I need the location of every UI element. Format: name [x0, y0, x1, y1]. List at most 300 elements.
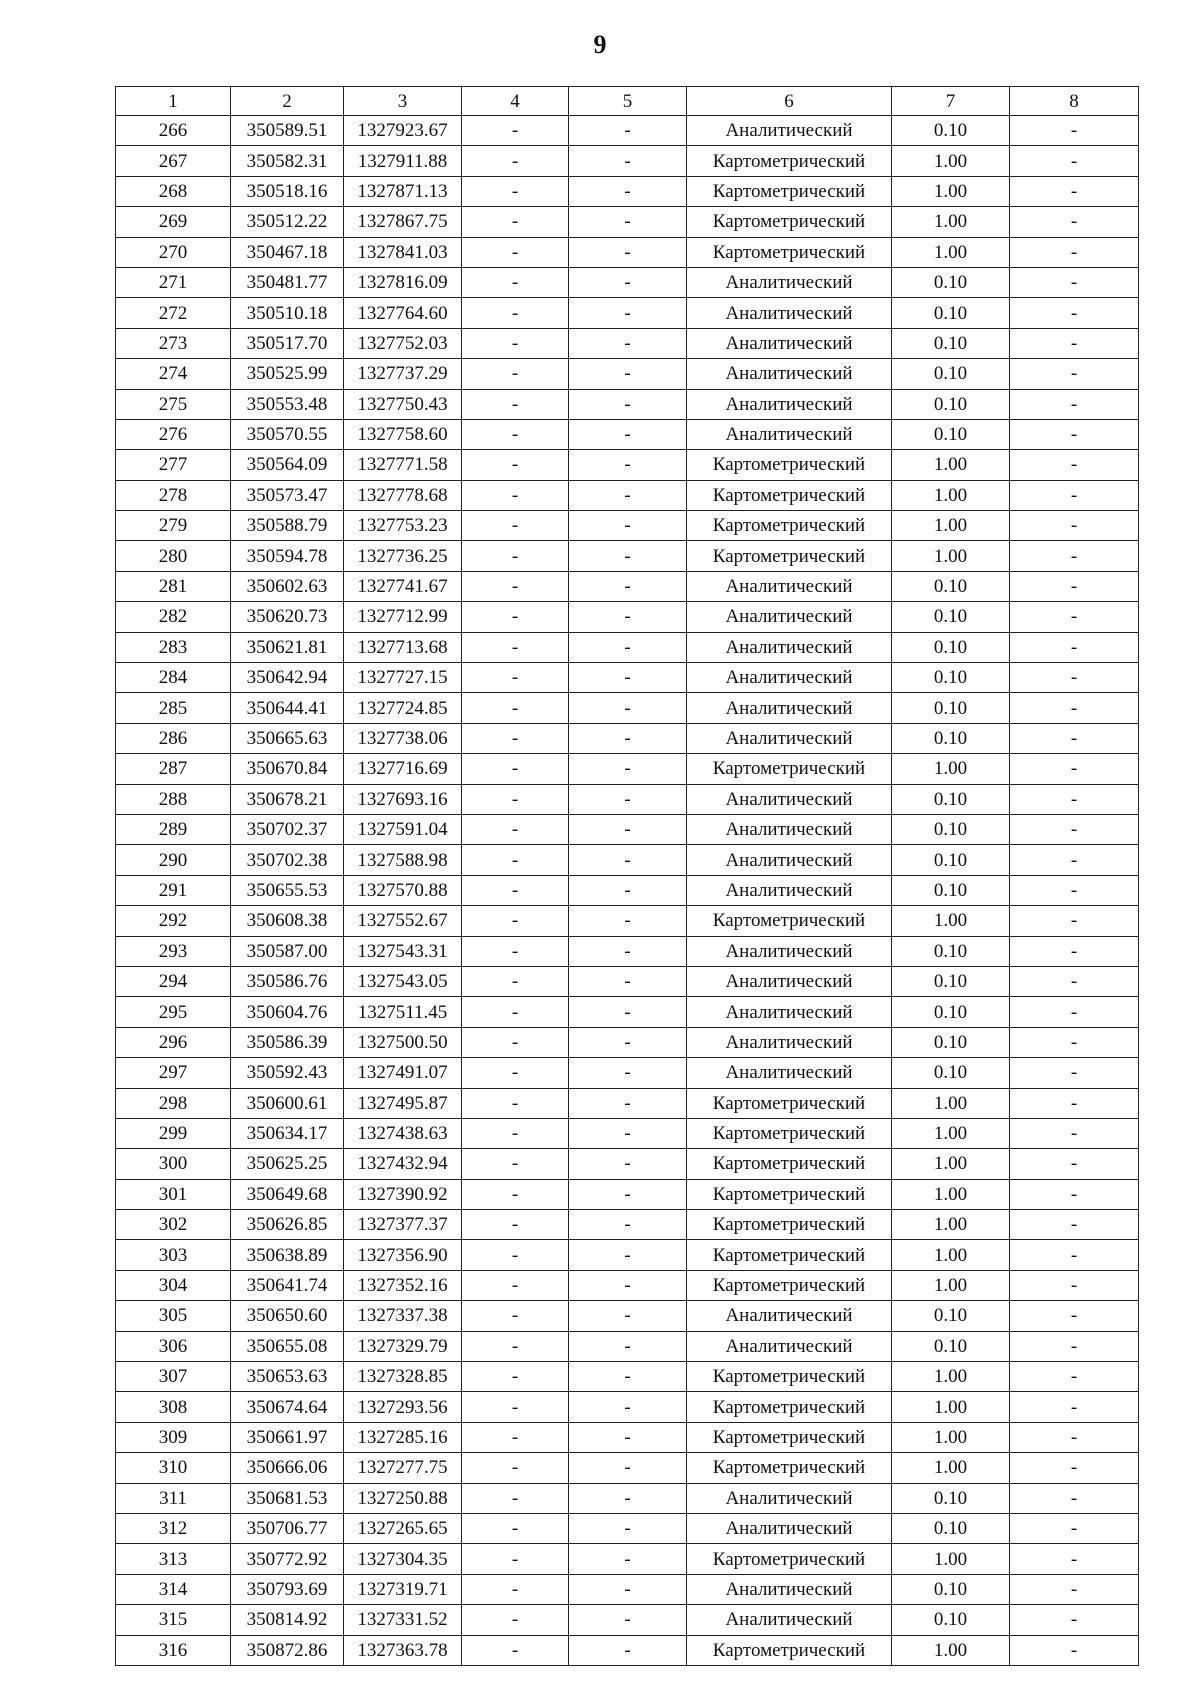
- point-number-cell: 301: [116, 1179, 231, 1209]
- col8-cell: -: [1010, 450, 1139, 480]
- method-cell: Аналитический: [687, 875, 892, 905]
- col8-cell: -: [1010, 176, 1139, 206]
- col8-cell: -: [1010, 480, 1139, 510]
- x-coordinate-cell: 350644.41: [231, 693, 344, 723]
- method-cell: Картометрический: [687, 1362, 892, 1392]
- accuracy-cell: 1.00: [892, 1392, 1010, 1422]
- col4-cell: -: [462, 541, 569, 571]
- accuracy-cell: 1.00: [892, 906, 1010, 936]
- table-row: [116, 602, 1139, 632]
- col4-cell: -: [462, 754, 569, 784]
- method-cell: Картометрический: [687, 207, 892, 237]
- col5-cell: -: [569, 1179, 687, 1209]
- col8-cell: -: [1010, 298, 1139, 328]
- col5-cell: -: [569, 359, 687, 389]
- x-coordinate-cell: 350587.00: [231, 936, 344, 966]
- accuracy-cell: 0.10: [892, 602, 1010, 632]
- table-row: [116, 1118, 1139, 1148]
- col5-cell: -: [569, 1483, 687, 1513]
- x-coordinate-cell: 350702.38: [231, 845, 344, 875]
- table-row: [116, 784, 1139, 814]
- col4-cell: -: [462, 1635, 569, 1665]
- y-coordinate-cell: 1327491.07: [344, 1058, 462, 1088]
- col8-cell: -: [1010, 1513, 1139, 1543]
- x-coordinate-cell: 350649.68: [231, 1179, 344, 1209]
- table-row: [116, 1331, 1139, 1361]
- col5-cell: -: [569, 1453, 687, 1483]
- col5-cell: -: [569, 814, 687, 844]
- col5-cell: -: [569, 754, 687, 784]
- point-number-cell: 276: [116, 419, 231, 449]
- x-coordinate-cell: 350655.08: [231, 1331, 344, 1361]
- col5-cell: -: [569, 784, 687, 814]
- x-coordinate-cell: 350525.99: [231, 359, 344, 389]
- col8-cell: -: [1010, 1331, 1139, 1361]
- method-cell: Картометрический: [687, 541, 892, 571]
- method-cell: Аналитический: [687, 328, 892, 358]
- y-coordinate-cell: 1327304.35: [344, 1544, 462, 1574]
- x-coordinate-cell: 350512.22: [231, 207, 344, 237]
- method-cell: Аналитический: [687, 1301, 892, 1331]
- col4-cell: -: [462, 814, 569, 844]
- col5-cell: -: [569, 1301, 687, 1331]
- col4-cell: -: [462, 207, 569, 237]
- col4-cell: -: [462, 1088, 569, 1118]
- y-coordinate-cell: 1327867.75: [344, 207, 462, 237]
- table-row: [116, 997, 1139, 1027]
- column-header-4: 4: [462, 87, 569, 116]
- table-row: [116, 146, 1139, 176]
- y-coordinate-cell: 1327250.88: [344, 1483, 462, 1513]
- col5-cell: -: [569, 1362, 687, 1392]
- col5-cell: -: [569, 1149, 687, 1179]
- x-coordinate-cell: 350665.63: [231, 723, 344, 753]
- y-coordinate-cell: 1327495.87: [344, 1088, 462, 1118]
- col4-cell: -: [462, 511, 569, 541]
- col8-cell: -: [1010, 1027, 1139, 1057]
- x-coordinate-cell: 350553.48: [231, 389, 344, 419]
- accuracy-cell: 1.00: [892, 1179, 1010, 1209]
- accuracy-cell: 1.00: [892, 754, 1010, 784]
- col8-cell: -: [1010, 936, 1139, 966]
- table-header: [116, 87, 1139, 116]
- y-coordinate-cell: 1327764.60: [344, 298, 462, 328]
- accuracy-cell: 0.10: [892, 1605, 1010, 1635]
- x-coordinate-cell: 350518.16: [231, 176, 344, 206]
- table-row: [116, 1027, 1139, 1057]
- method-cell: Аналитический: [687, 389, 892, 419]
- table-row: [116, 541, 1139, 571]
- col4-cell: -: [462, 237, 569, 267]
- point-number-cell: 297: [116, 1058, 231, 1088]
- point-number-cell: 315: [116, 1605, 231, 1635]
- col8-cell: -: [1010, 511, 1139, 541]
- point-number-cell: 287: [116, 754, 231, 784]
- col8-cell: -: [1010, 1179, 1139, 1209]
- method-cell: Аналитический: [687, 632, 892, 662]
- point-number-cell: 290: [116, 845, 231, 875]
- col4-cell: -: [462, 1453, 569, 1483]
- page-number: 9: [593, 30, 607, 59]
- col4-cell: -: [462, 632, 569, 662]
- y-coordinate-cell: 1327552.67: [344, 906, 462, 936]
- y-coordinate-cell: 1327352.16: [344, 1270, 462, 1300]
- accuracy-cell: 1.00: [892, 176, 1010, 206]
- col8-cell: -: [1010, 997, 1139, 1027]
- point-number-cell: 303: [116, 1240, 231, 1270]
- method-cell: Картометрический: [687, 450, 892, 480]
- accuracy-cell: 1.00: [892, 1088, 1010, 1118]
- accuracy-cell: 0.10: [892, 419, 1010, 449]
- x-coordinate-cell: 350641.74: [231, 1270, 344, 1300]
- col4-cell: -: [462, 723, 569, 753]
- y-coordinate-cell: 1327329.79: [344, 1331, 462, 1361]
- table-row: [116, 298, 1139, 328]
- table-row: [116, 1088, 1139, 1118]
- table-row: [116, 1574, 1139, 1604]
- x-coordinate-cell: 350661.97: [231, 1422, 344, 1452]
- x-coordinate-cell: 350650.60: [231, 1301, 344, 1331]
- method-cell: Аналитический: [687, 419, 892, 449]
- table-row: [116, 1635, 1139, 1665]
- y-coordinate-cell: 1327712.99: [344, 602, 462, 632]
- point-number-cell: 289: [116, 814, 231, 844]
- point-number-cell: 268: [116, 176, 231, 206]
- col5-cell: -: [569, 632, 687, 662]
- accuracy-cell: 0.10: [892, 1027, 1010, 1057]
- point-number-cell: 280: [116, 541, 231, 571]
- col8-cell: -: [1010, 1635, 1139, 1665]
- col4-cell: -: [462, 1392, 569, 1422]
- col8-cell: -: [1010, 359, 1139, 389]
- col4-cell: -: [462, 1513, 569, 1543]
- table-row: [116, 1392, 1139, 1422]
- table-row: [116, 693, 1139, 723]
- col4-cell: -: [462, 1544, 569, 1574]
- col5-cell: -: [569, 936, 687, 966]
- point-number-cell: 292: [116, 906, 231, 936]
- accuracy-cell: 0.10: [892, 1331, 1010, 1361]
- table-row: [116, 906, 1139, 936]
- method-cell: Картометрический: [687, 146, 892, 176]
- accuracy-cell: 1.00: [892, 1210, 1010, 1240]
- x-coordinate-cell: 350702.37: [231, 814, 344, 844]
- y-coordinate-cell: 1327736.25: [344, 541, 462, 571]
- method-cell: Картометрический: [687, 1270, 892, 1300]
- accuracy-cell: 0.10: [892, 1301, 1010, 1331]
- col5-cell: -: [569, 511, 687, 541]
- method-cell: Картометрический: [687, 1240, 892, 1270]
- method-cell: Аналитический: [687, 1605, 892, 1635]
- method-cell: Картометрический: [687, 480, 892, 510]
- col4-cell: -: [462, 1240, 569, 1270]
- table-row: [116, 116, 1139, 146]
- col8-cell: -: [1010, 1088, 1139, 1118]
- table-row: [116, 1453, 1139, 1483]
- point-number-cell: 266: [116, 116, 231, 146]
- col8-cell: -: [1010, 1058, 1139, 1088]
- accuracy-cell: 0.10: [892, 389, 1010, 419]
- x-coordinate-cell: 350592.43: [231, 1058, 344, 1088]
- col8-cell: -: [1010, 845, 1139, 875]
- col5-cell: -: [569, 207, 687, 237]
- col4-cell: -: [462, 1574, 569, 1604]
- col4-cell: -: [462, 1058, 569, 1088]
- y-coordinate-cell: 1327758.60: [344, 419, 462, 449]
- table-row: [116, 511, 1139, 541]
- col5-cell: -: [569, 1422, 687, 1452]
- accuracy-cell: 0.10: [892, 1058, 1010, 1088]
- table-row: [116, 754, 1139, 784]
- accuracy-cell: 0.10: [892, 723, 1010, 753]
- point-number-cell: 294: [116, 966, 231, 996]
- x-coordinate-cell: 350621.81: [231, 632, 344, 662]
- col5-cell: -: [569, 419, 687, 449]
- table-row: [116, 207, 1139, 237]
- x-coordinate-cell: 350634.17: [231, 1118, 344, 1148]
- point-number-cell: 295: [116, 997, 231, 1027]
- col5-cell: -: [569, 997, 687, 1027]
- accuracy-cell: 1.00: [892, 1453, 1010, 1483]
- method-cell: Аналитический: [687, 1483, 892, 1513]
- col8-cell: -: [1010, 207, 1139, 237]
- x-coordinate-cell: 350570.55: [231, 419, 344, 449]
- col5-cell: -: [569, 571, 687, 601]
- accuracy-cell: 1.00: [892, 1544, 1010, 1574]
- table-row: [116, 1544, 1139, 1574]
- col4-cell: -: [462, 1301, 569, 1331]
- table-row: [116, 1513, 1139, 1543]
- y-coordinate-cell: 1327500.50: [344, 1027, 462, 1057]
- col8-cell: -: [1010, 267, 1139, 297]
- point-number-cell: 275: [116, 389, 231, 419]
- accuracy-cell: 0.10: [892, 359, 1010, 389]
- table-row: [116, 1210, 1139, 1240]
- accuracy-cell: 0.10: [892, 116, 1010, 146]
- table-row: [116, 663, 1139, 693]
- method-cell: Картометрический: [687, 906, 892, 936]
- y-coordinate-cell: 1327432.94: [344, 1149, 462, 1179]
- point-number-cell: 274: [116, 359, 231, 389]
- point-number-cell: 293: [116, 936, 231, 966]
- column-header-1: 1: [116, 87, 231, 116]
- y-coordinate-cell: 1327741.67: [344, 571, 462, 601]
- col5-cell: -: [569, 1118, 687, 1148]
- col4-cell: -: [462, 480, 569, 510]
- col8-cell: -: [1010, 1301, 1139, 1331]
- column-header-2: 2: [231, 87, 344, 116]
- col4-cell: -: [462, 1483, 569, 1513]
- y-coordinate-cell: 1327543.31: [344, 936, 462, 966]
- y-coordinate-cell: 1327738.06: [344, 723, 462, 753]
- accuracy-cell: 1.00: [892, 1118, 1010, 1148]
- col5-cell: -: [569, 1088, 687, 1118]
- col4-cell: -: [462, 1027, 569, 1057]
- col8-cell: -: [1010, 693, 1139, 723]
- column-header-3: 3: [344, 87, 462, 116]
- x-coordinate-cell: 350678.21: [231, 784, 344, 814]
- accuracy-cell: 1.00: [892, 450, 1010, 480]
- point-number-cell: 314: [116, 1574, 231, 1604]
- x-coordinate-cell: 350588.79: [231, 511, 344, 541]
- y-coordinate-cell: 1327727.15: [344, 663, 462, 693]
- col4-cell: -: [462, 389, 569, 419]
- coordinates-table: [115, 86, 1139, 1666]
- accuracy-cell: 0.10: [892, 966, 1010, 996]
- col4-cell: -: [462, 1422, 569, 1452]
- method-cell: Картометрический: [687, 237, 892, 267]
- x-coordinate-cell: 350674.64: [231, 1392, 344, 1422]
- table-row: [116, 1422, 1139, 1452]
- col8-cell: -: [1010, 1149, 1139, 1179]
- method-cell: Картометрический: [687, 511, 892, 541]
- y-coordinate-cell: 1327591.04: [344, 814, 462, 844]
- y-coordinate-cell: 1327337.38: [344, 1301, 462, 1331]
- table-row: [116, 875, 1139, 905]
- col8-cell: -: [1010, 237, 1139, 267]
- col4-cell: -: [462, 1118, 569, 1148]
- point-number-cell: 271: [116, 267, 231, 297]
- y-coordinate-cell: 1327716.69: [344, 754, 462, 784]
- col4-cell: -: [462, 997, 569, 1027]
- col5-cell: -: [569, 906, 687, 936]
- col5-cell: -: [569, 237, 687, 267]
- y-coordinate-cell: 1327543.05: [344, 966, 462, 996]
- col4-cell: -: [462, 571, 569, 601]
- x-coordinate-cell: 350653.63: [231, 1362, 344, 1392]
- table-row: [116, 359, 1139, 389]
- x-coordinate-cell: 350604.76: [231, 997, 344, 1027]
- accuracy-cell: 0.10: [892, 784, 1010, 814]
- col8-cell: -: [1010, 723, 1139, 753]
- x-coordinate-cell: 350666.06: [231, 1453, 344, 1483]
- x-coordinate-cell: 350573.47: [231, 480, 344, 510]
- y-coordinate-cell: 1327724.85: [344, 693, 462, 723]
- col4-cell: -: [462, 146, 569, 176]
- col8-cell: -: [1010, 632, 1139, 662]
- col4-cell: -: [462, 1149, 569, 1179]
- table-row: [116, 571, 1139, 601]
- x-coordinate-cell: 350586.76: [231, 966, 344, 996]
- y-coordinate-cell: 1327570.88: [344, 875, 462, 905]
- table-row: [116, 723, 1139, 753]
- point-number-cell: 285: [116, 693, 231, 723]
- method-cell: Аналитический: [687, 602, 892, 632]
- col4-cell: -: [462, 693, 569, 723]
- accuracy-cell: 0.10: [892, 632, 1010, 662]
- method-cell: Аналитический: [687, 723, 892, 753]
- col8-cell: -: [1010, 1422, 1139, 1452]
- col8-cell: -: [1010, 1483, 1139, 1513]
- accuracy-cell: 1.00: [892, 146, 1010, 176]
- accuracy-cell: 0.10: [892, 298, 1010, 328]
- method-cell: Аналитический: [687, 1027, 892, 1057]
- col4-cell: -: [462, 1270, 569, 1300]
- col8-cell: -: [1010, 1362, 1139, 1392]
- col5-cell: -: [569, 663, 687, 693]
- table-row: [116, 267, 1139, 297]
- point-number-cell: 308: [116, 1392, 231, 1422]
- method-cell: Аналитический: [687, 1513, 892, 1543]
- x-coordinate-cell: 350814.92: [231, 1605, 344, 1635]
- x-coordinate-cell: 350638.89: [231, 1240, 344, 1270]
- point-number-cell: 305: [116, 1301, 231, 1331]
- col5-cell: -: [569, 1392, 687, 1422]
- x-coordinate-cell: 350517.70: [231, 328, 344, 358]
- x-coordinate-cell: 350772.92: [231, 1544, 344, 1574]
- accuracy-cell: 1.00: [892, 207, 1010, 237]
- col4-cell: -: [462, 906, 569, 936]
- x-coordinate-cell: 350586.39: [231, 1027, 344, 1057]
- point-number-cell: 312: [116, 1513, 231, 1543]
- point-number-cell: 311: [116, 1483, 231, 1513]
- method-cell: Картометрический: [687, 1453, 892, 1483]
- table-row: [116, 1362, 1139, 1392]
- col5-cell: -: [569, 602, 687, 632]
- x-coordinate-cell: 350467.18: [231, 237, 344, 267]
- method-cell: Аналитический: [687, 845, 892, 875]
- col8-cell: -: [1010, 146, 1139, 176]
- col5-cell: -: [569, 389, 687, 419]
- method-cell: Аналитический: [687, 693, 892, 723]
- col8-cell: -: [1010, 1210, 1139, 1240]
- col5-cell: -: [569, 1635, 687, 1665]
- point-number-cell: 299: [116, 1118, 231, 1148]
- col8-cell: -: [1010, 1240, 1139, 1270]
- y-coordinate-cell: 1327438.63: [344, 1118, 462, 1148]
- y-coordinate-cell: 1327753.23: [344, 511, 462, 541]
- x-coordinate-cell: 350681.53: [231, 1483, 344, 1513]
- method-cell: Аналитический: [687, 116, 892, 146]
- table-row: [116, 966, 1139, 996]
- point-number-cell: 306: [116, 1331, 231, 1361]
- x-coordinate-cell: 350589.51: [231, 116, 344, 146]
- table-row: [116, 450, 1139, 480]
- method-cell: Аналитический: [687, 1331, 892, 1361]
- point-number-cell: 286: [116, 723, 231, 753]
- col8-cell: -: [1010, 1605, 1139, 1635]
- accuracy-cell: 1.00: [892, 480, 1010, 510]
- col5-cell: -: [569, 1058, 687, 1088]
- col8-cell: -: [1010, 389, 1139, 419]
- x-coordinate-cell: 350625.25: [231, 1149, 344, 1179]
- col5-cell: -: [569, 1210, 687, 1240]
- accuracy-cell: 0.10: [892, 267, 1010, 297]
- y-coordinate-cell: 1327285.16: [344, 1422, 462, 1452]
- y-coordinate-cell: 1327750.43: [344, 389, 462, 419]
- method-cell: Аналитический: [687, 1058, 892, 1088]
- y-coordinate-cell: 1327923.67: [344, 116, 462, 146]
- method-cell: Картометрический: [687, 1088, 892, 1118]
- point-number-cell: 279: [116, 511, 231, 541]
- col8-cell: -: [1010, 754, 1139, 784]
- accuracy-cell: 0.10: [892, 1574, 1010, 1604]
- accuracy-cell: 0.10: [892, 693, 1010, 723]
- y-coordinate-cell: 1327871.13: [344, 176, 462, 206]
- col8-cell: -: [1010, 875, 1139, 905]
- col8-cell: -: [1010, 1574, 1139, 1604]
- table-row: [116, 176, 1139, 206]
- table-row: [116, 1605, 1139, 1635]
- y-coordinate-cell: 1327911.88: [344, 146, 462, 176]
- accuracy-cell: 0.10: [892, 814, 1010, 844]
- point-number-cell: 281: [116, 571, 231, 601]
- col4-cell: -: [462, 1331, 569, 1361]
- method-cell: Аналитический: [687, 571, 892, 601]
- method-cell: Аналитический: [687, 814, 892, 844]
- col4-cell: -: [462, 1210, 569, 1240]
- method-cell: Картометрический: [687, 1392, 892, 1422]
